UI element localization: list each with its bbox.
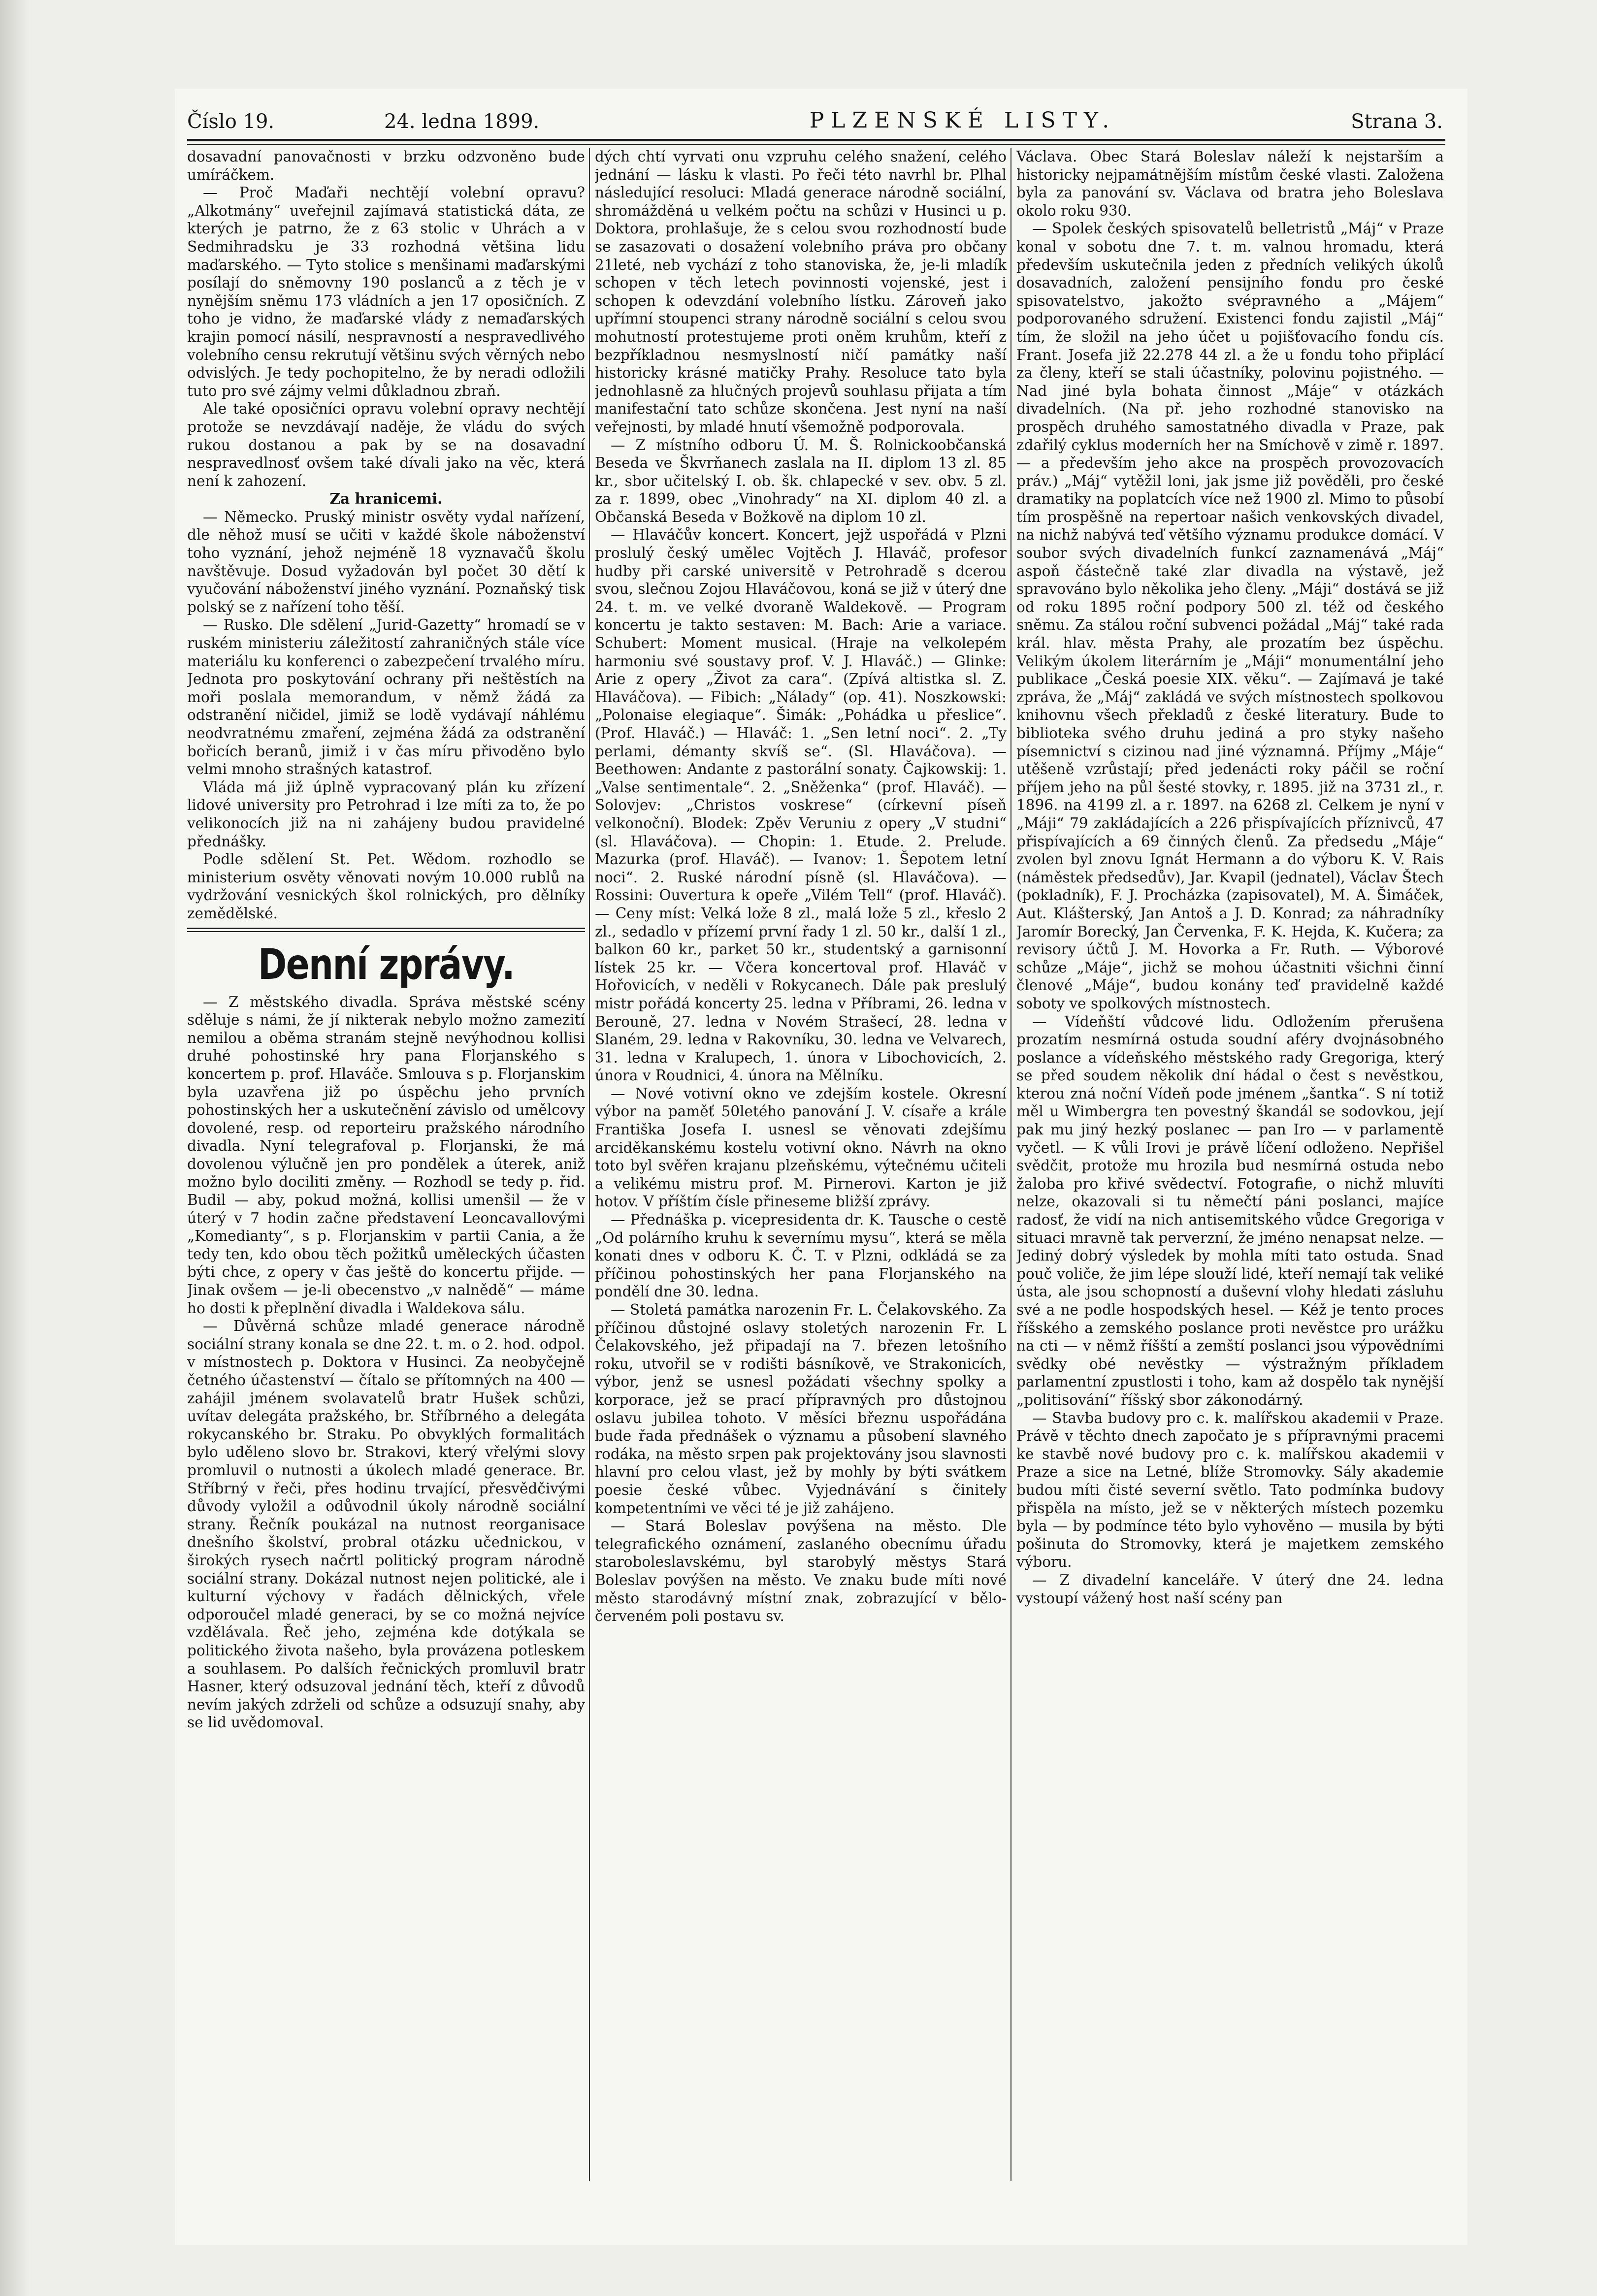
column-2 (595, 148, 1007, 2181)
paragraph: — Nové votivní okno ve zdejším kostele. Okresní výbor na paměť 50letého panování J. V. císaře a krále Františka Josefa I. usnesl se věnovati zdejšímu arciděkanskému kostelu votivní okno. Návrh na okno toto byl svěřen krajanu plzeňskému, výtečnému učiteli a velikému mistru prof. M. Pirnerovi. Karton je již hotov. V příštím čísle přineseme bližší zprávy. (595, 1085, 1007, 1210)
paragraph: — Hlaváčův koncert. Koncert, jejž uspořádá v Plzni proslulý český umělec Vojtěch J. Hlaváč, profesor hudby při carské universitě v Petrohradě s dcerou svou, slečnou Zojou Hlaváčovou, koná se již v úterý dne 24. t. m. ve velké dvoraně Waldekově. — Program koncertu je takto sestaven: M. Bach: Arie a variace. Schubert: Moment musical. (Hraje na velkolepém harmoniu své soustavy prof. V. J. Hlaváč.) — Glinke: Arie z opery „Život za cara“. (Zpívá altistka sl. Z. Hlaváčova). — Fibich: „Nálady“ (op. 41). Noszkowski: „Polonaise elegiaque“. Šimák: „Pohádka u přeslice“. (Prof. Hlaváč.) — Hlaváč: 1. „Sen letní noci“. 2. „Ty perlami, démanty skvíš se“. (Sl. Hlaváčova). — Beethowen: Andante z pastorální sonaty. Čajkowskij: 1. „Valse sentimentale“. 2. „Sněženka“ (prof. Hlaváč). — Solovjev: „Christos voskrese“ (církevní píseň velkonoční). Blodek: Zpěv Veruniu z opery „V studni“ (sl. Hlaváčova). — Chopin: 1. Etude. 2. Prelude. Mazurka (prof. Hlaváč). — Ivanov: 1. Šepotem letní noci“. 2. Ruské národní písně (sl. Hlaváčova). — Rossini: Ouvertura k opeře „Vilém Tell“ (prof. Hlaváč). — Ceny míst: Velká lože 8 zl., malá lože 5 zl., křeslo 2 zl., sedadlo v přízemí první řady 1 zl. 50 kr., další 1 zl., balkon 60 kr., parket 50 kr., studentský a garnisonní lístek 25 kr. — Včera koncertoval prof. Hlaváč v Hořovicích, v neděli v Rokycanech. Dále pak preslulý mistr pořádá koncerty 25. ledna v Příbrami, 26. ledna v Berouně, 27. ledna v Novém Strašecí, 28. ledna v Slaném, 29. ledna v Rakovníku, 30. ledna ve Velvarech, 31. ledna v Kralupech, 1. února v Libochovicích, 2. února v Roudnici, 4. února na Mělníku. (595, 526, 1007, 1084)
paragraph: dosavadní panovačnosti v brzku odzvoněno bude umíráčkem. (187, 148, 585, 183)
column-1 (187, 148, 585, 2181)
issue-date: 24. ledna 1899. (384, 110, 540, 133)
paragraph: — Vídeňští vůdcové lidu. Odložením přerušena prozatím nesmírná ostuda soudní aféry dvojnásobného poslance a vídeňského městského rady Gregoriga, který se před soudem několik dní hádal o čest s nevěstkou, kterou zná noční Vídeň pode jménem „šantka“. S ní totiž měl u Wimbergra ten povestný škandál se sodovkou, její pak mu jiný hezký poslanec — pan Iro — v parlamentě vyčetl. — K vůli Irovi je právě líčení odloženo. Nepřišel svědčit, protože mu hrozila bud nesmírná ostuda nebo žaloba pro křivé svědectví. Fotografie, o nichž mluvíti nelze, okazovali si tu němečtí páni poslanci, majíce radosť, že vidí na nich antisemitského vůdce Gregoriga v situaci mravně tak perverzní, že jméno nenapsat nelze. — Jediný dobrý výsledek by mohla míti tato ostuda. Snad pouč voliče, že jim lépe slouží lidé, kteří nemají tak veliké ústa, ale jsou schopností a duševní vlohy hledati zásluhu své a ne podle hospodských hesel. — Kéž je tento proces říšského a zemského poslance proti nevěstce pro urážku na cti — v němž říšští a zemští poslanci jsou výpovědními svědky obé nevěstky — výstražným příkladem parlamentní zpustlosti i toho, kam až dospělo tak nynější „politisování“ říšský sbor zákonodárný. (1016, 1013, 1444, 1408)
paragraph: — Stoletá památka narozenin Fr. L. Čelakovského. Za příčinou důstojné oslavy stoletých narozenin Fr. L Čelakovského, jež připadají na 7. březen letošního roku, utvořil se v rodišti básníkově, ve Strakonicích, výbor, jenž se usnesl požádati všechny spolky a korporace, jež se prací přípravných pro důstojnou oslavu jubilea tohoto. V měsíci březnu uspořádána bude řada přednášek o významu a působení slavného rodáka, na město srpen pak projektovány jsou slavnosti hlavní pro celou vlast, jež by mohly by býti svátkem poesie české vůbec. Vyjednávání s činitely kompetentními ve věci té je již zahájeno. (595, 1301, 1007, 1517)
paragraph: — Stavba budovy pro c. k. malířskou akademii v Praze. Právě v těchto dnech započato je s přípravnými pracemi ke stavbě nové budovy pro c. k. malířskou akademii v Praze a sice na Letné, blíže Stromovky. Sály akademie budou míti čisté severní světlo. Tato podmínka budovy přispěla na místo, jež se v některých místech pozemku byla — by podmínce této bylo vyhověno — musila by býti pošinuta do Stromovky, která je majetkem zemského výboru. (1016, 1409, 1444, 1571)
paragraph: — Přednáška p. vicepresidenta dr. K. Tausche o cestě „Od polárního kruhu k severnímu mysu“, která se měla konati dnes v odboru K. Č. T. v Plzni, odkládá se za příčinou pohostinských her pana Florjanského na pondělí dne 30. ledna. (595, 1211, 1007, 1300)
paragraph: — Z městského divadla. Správa městské scény sděluje s námi, že jí nikterak nebylo možno zamezití nemilou a oběma stranám stejně nevýhodnou kollisi druhé pohostinské hry pana Florjanského s koncertem p. prof. Hlaváče. Smlouva s p. Florjanskim byla uzavřena již po úspěchu jeho prvních pohostinských her a uskutečnění závislo od umělcovy dovolené, resp. od reporteiru pražského národního divadla. Nyní telegrafoval p. Florjanski, že má dovolenou výlučně jen pro pondělek a úterek, aniž možno bylo dociliti změny. — Rozhodl se tedy p. řid. Budil — aby, pokud možná, kollisi umenšil — že v úterý v 7 hodin začne představení Leoncavallovými „Komedianty“, s p. Florjanskim v partii Cania, a že tedy ten, kdo obou těch požitků uměleckých účasten býti chce, z opery v čas ještě do koncertu přijde. — Jinak ovšem — je-li obecenstvo „v nalnědě“ — máme ho dosti k přeplnění divadla i Waldekova sálu. (187, 993, 585, 1317)
section-rule-thin (187, 931, 585, 932)
issue-number: Číslo 19. (187, 110, 275, 133)
masthead (187, 94, 1443, 133)
paragraph: — Důvěrná schůze mladé generace národně sociální strany konala se dne 22. t. m. o 2. hod. odpol. v místnostech p. Doktora v Husinci. Za neobyčejně četného účastenství — čítalo se přítomných na 400 — zahájil jménem svolavatelů bratr Hušek schůzi, uvítav delegáta pražského, br. Stříbrného a delegáta rokycanského br. Straku. Po obvyklých formalitách bylo uděleno slovo br. Strakovi, který vřelými slovy promluvil o nutnosti a úkolech mladé generace. Br. Stříbrný v řeči, přes hodinu trvající, přesvědčivými důvody vyložil a odůvodnil úkoly národně sociální strany. Řečník poukázal na nutnost reorganisace dnešního školství, probral otázku učednickou, v širokých rysech načrtl politický program národně sociální strany. Dokázal nutnost nejen politické, ale i kulturní výchovy v řadách dělnických, vřele odporoučel mladé generaci, by se co možná nejvíce vzdělávala. Řeč jeho, zejména kde dotýkala se politického života našeho, byla provázena potleskem a souhlasem. Po dalších řečnických promluvil bratr Hasner, který odsuzoval jednání těch, kteří z důvodů nevím jakých zdrželi od schůze a odsuzují snahy, aby se lid uvědomoval. (187, 1318, 585, 1731)
column-divider-2 (1010, 148, 1011, 2181)
column-divider-1 (589, 148, 590, 2181)
paragraph: Vláda má již úplně vypracovaný plán ku zřízení lidové university pro Petrohrad i lze míti za to, že po velikonocích již na ni zahájeny budou pravidelné přednášky. (187, 778, 585, 850)
paragraph: — Spolek českých spisovatelů belletristů „Máj“ v Praze konal v sobotu dne 7. t. m. valnou hromadu, která především uskutečnila jeden z předních velikých úkolů dosavadních, založení pensijního fondu pro české spisovatelstvo, jakožto svépravného a „Májem“ podporovaného sdružení. Existenci fondu zajistil „Máj“ tím, že složil na jeho účet u pojišťovacího fondu cís. Frant. Josefa již 22.278 44 zl. a že u fondu toho připlácí za členy, kteří se stali účastníky, polovinu pojistného. — Nad jiné byla bohata činnost „Máje“ v otázkách divadelních. (Na př. jeho rozhodné stanovisko na prospěch druhého samostatného divadla v Praze, pak zdařilý cyklus moderních her na Smíchově v zimě r. 1897. — a především jeho akce na prospěch provozovacích práv.) „Máj“ vytěžil loni, jak jsme již pověděli, pro české dramatiky na poplatcích více než 1900 zl. Mimo to působí tím prospěšně na repertoar našich venkovských divadel, na nichž nabývá teď většího významu produkce domácí. V soubor svých divadelních funkcí zaznamenává „Máj“ aspoň částečně také zlar divadla na výstavě, jež spravováno bylo několika jeho členy. „Máji“ dostává se již od roku 1895 roční podpory 500 zl. též od českého sněmu. Za stálou roční subvenci požádal „Máj“ také rada král. hlav. města Prahy, ale prozatím bez úspěchu. Velikým úkolem literárním je „Máji“ monumentální jeho publikace „Česká poesie XIX. věku“. — Zajímavá je také zpráva, že „Máj“ zakládá ve svých místnostech spolkovou knihovnu všech překladů z české literatury. Bude to biblioteka svého druhu jediná a pro styky našeho písemnictví s cizinou nad jiné významná. Příjmy „Máje“ utěšeně vzrůstají; před jedenácti roky páčil se roční příjem jeho na půl šesté stovky, r. 1895. již na 3731 zl., r. 1896. na 4199 zl. a r. 1897. na 6268 zl. Celkem je nyní v „Máji“ 79 zakládajících a 226 přispívajících příznivců, 47 přispívajících a 69 činných členů. Za předsedu „Máje“ zvolen byl znovu Ignát Hermann a do výboru K. V. Rais (náměstek předsedův), Jar. Kvapil (jednatel), Václav Štech (pokladník), F. J. Procházka (zapisovatel), M. A. Šimáček, Aut. Klášterský, Jan Antoš a J. D. Konrad; za náhradníky Jaromír Borecký, Jan Červenka, F. K. Hejda, K. Kučera; za revisory účtů J. M. Hovorka a Fr. Ruth. — Výborové schůze „Máje“, jichž se mohou účastniti všichni činní členové „Máje“, budou konány teď pravidelně každé soboty ve spolkových místnostech. (1016, 220, 1444, 1012)
section-title-daily-news: Denní zprávy. (258, 939, 515, 989)
paragraph: — Z místního odboru Ú. M. Š. Rolnickoobčanská Beseda ve Škvrňanech zaslala na II. diplom 13 zl. 85 kr., sbor učitelský I. ob. šk. chlapecké v sev. obv. 5 zl. za r. 1899, obec „Vinohrady“ na XI. diplom 40 zl. a Občanská Beseda v Božkově na diplom 10 zl. (595, 436, 1007, 525)
paragraph: Václava. Obec Stará Boleslav náleží k nejstarším a historicky nejpamátnějším místům české vlasti. Založena byla za panování sv. Václava od bratra jeho Boleslava okolo roku 930. (1016, 148, 1444, 219)
paragraph: — Stará Boleslav povýšena na město. Dle telegrafického oznámení, zaslaného obecnímu úřadu staroboleslavskému, byl starobylý městys Stará Boleslav povýšen na město. Ve znaku bude míti nové město starodávný místní znak, zobrazující v bělo-červeném poli postavu sv. (595, 1518, 1007, 1625)
subheading-abroad: Za hranicemi. (329, 490, 443, 508)
paragraph: dých chtí vyrvati onu vzpruhu celého snažení, celého jednání — lásku k vlasti. Po řeči této navrhl br. Plhal následující resoluci: Mladá generace národně sociální, shromážděná u velkém počtu na schůzi v Husinci u p. Doktora, prohlašuje, že s celou svou rozhodností bude se zasazovati o dosažení volebního práva pro občany 21leté, neb vychází z toho stanoviska, že, je-li mladík schopen v těch letech povinnosti vojenské, jest i schopen k odevzdání volebního lístku. Zároveň jako upřímní stoupenci strany národně sociální s celou svou mohutností protestujeme proti oněm kruhům, kteří z bezpříkladnou nesmyslností ničí památky naší historicky krásné matičky Prahy. Resoluce tato byla jednohlasně za hlučných projevů souhlasu přijata a tím manifestační tato schůze skončena. Jest nyní na naší veřejnosti, by mladé hnutí všemožně podporovala. (595, 148, 1007, 435)
paragraph: — Z divadelní kanceláře. V úterý dne 24. ledna vystoupí vážený host naší scény pan (1016, 1571, 1444, 1607)
paragraph: — Rusko. Dle sdělení „Jurid-Gazetty“ hromadí se v ruském ministeriu záležitostí zahraničných stále více materiálu ku konferenci o zabezpečení trvalého míru. Jednota pro poskytování ochrany při neštěstích na moři poslala memorandum, v němž žádá za odstranění ničidel, jimiž se lodě vydávají náhlému neodvratnému zmaření, zejména žádá za odstranění bořicích beranů, jimiž i v čas míru přivoděno bylo velmi mnoho strašných katastrof. (187, 616, 585, 778)
paragraph: — Německo. Pruský ministr osvěty vydal nařízení, dle něhož musí se učiti v každé škole náboženství toho vyznání, jehož nejméně 18 vyznavačů školu navštěvuje. Dosud vyžadován byl počet 30 dětí k vyučování náboženství jiného vyznání. Poznaňský tisk polský se z nařízení toho těší. (187, 508, 585, 615)
newspaper-title: PLZENSKÉ LISTY. (809, 108, 1116, 133)
paragraph: Podle sdělení St. Pet. Wědom. rozhodlo se ministerium osvěty věnovati novým 10.000 rublů na vydržování vesnických škol rolnických, pro dělníky zemědělské. (187, 851, 585, 922)
masthead-rule (187, 139, 1445, 141)
paragraph: — Proč Maďaři nechtějí volební opravu? „Alkotmány“ uveřejnil zajímavá statistická dáta, ze kterých je patrno, že z 63 stolic v Uhrách a v Sedmihradsku je 33 rozhodná většina lidu maďarského. — Tyto stolice s menšinami maďarskými posílají do sněmovny 190 poslanců a z těch je v nynějším sněmu 173 vládních a jen 17 oposičních. Z toho je vidno, že maďarské vlády z nemaďarských krajin pomocí násilí, nespravností a nespravedlivého volebního censu rekrutují většinu svých věrných nebo odvislých. Je tedy pochopitelno, že by neradi odložili tuto pro své zájmy velmi důkladnou zbraň. (187, 184, 585, 399)
masthead-rule-thin (187, 144, 1445, 145)
section-rule (187, 928, 585, 929)
scan-edge-shadow (0, 0, 30, 2296)
paragraph: Ale také oposičníci opravu volební opravy nechtějí protože se nevzdávají naděje, že vládu do svých rukou dostanou a pak by se na dosavadní nespravedlnosť ovšem také dívali jako na věc, která není k zahození. (187, 400, 585, 489)
page-number: Strana 3. (1351, 110, 1443, 133)
column-3 (1016, 148, 1444, 2181)
